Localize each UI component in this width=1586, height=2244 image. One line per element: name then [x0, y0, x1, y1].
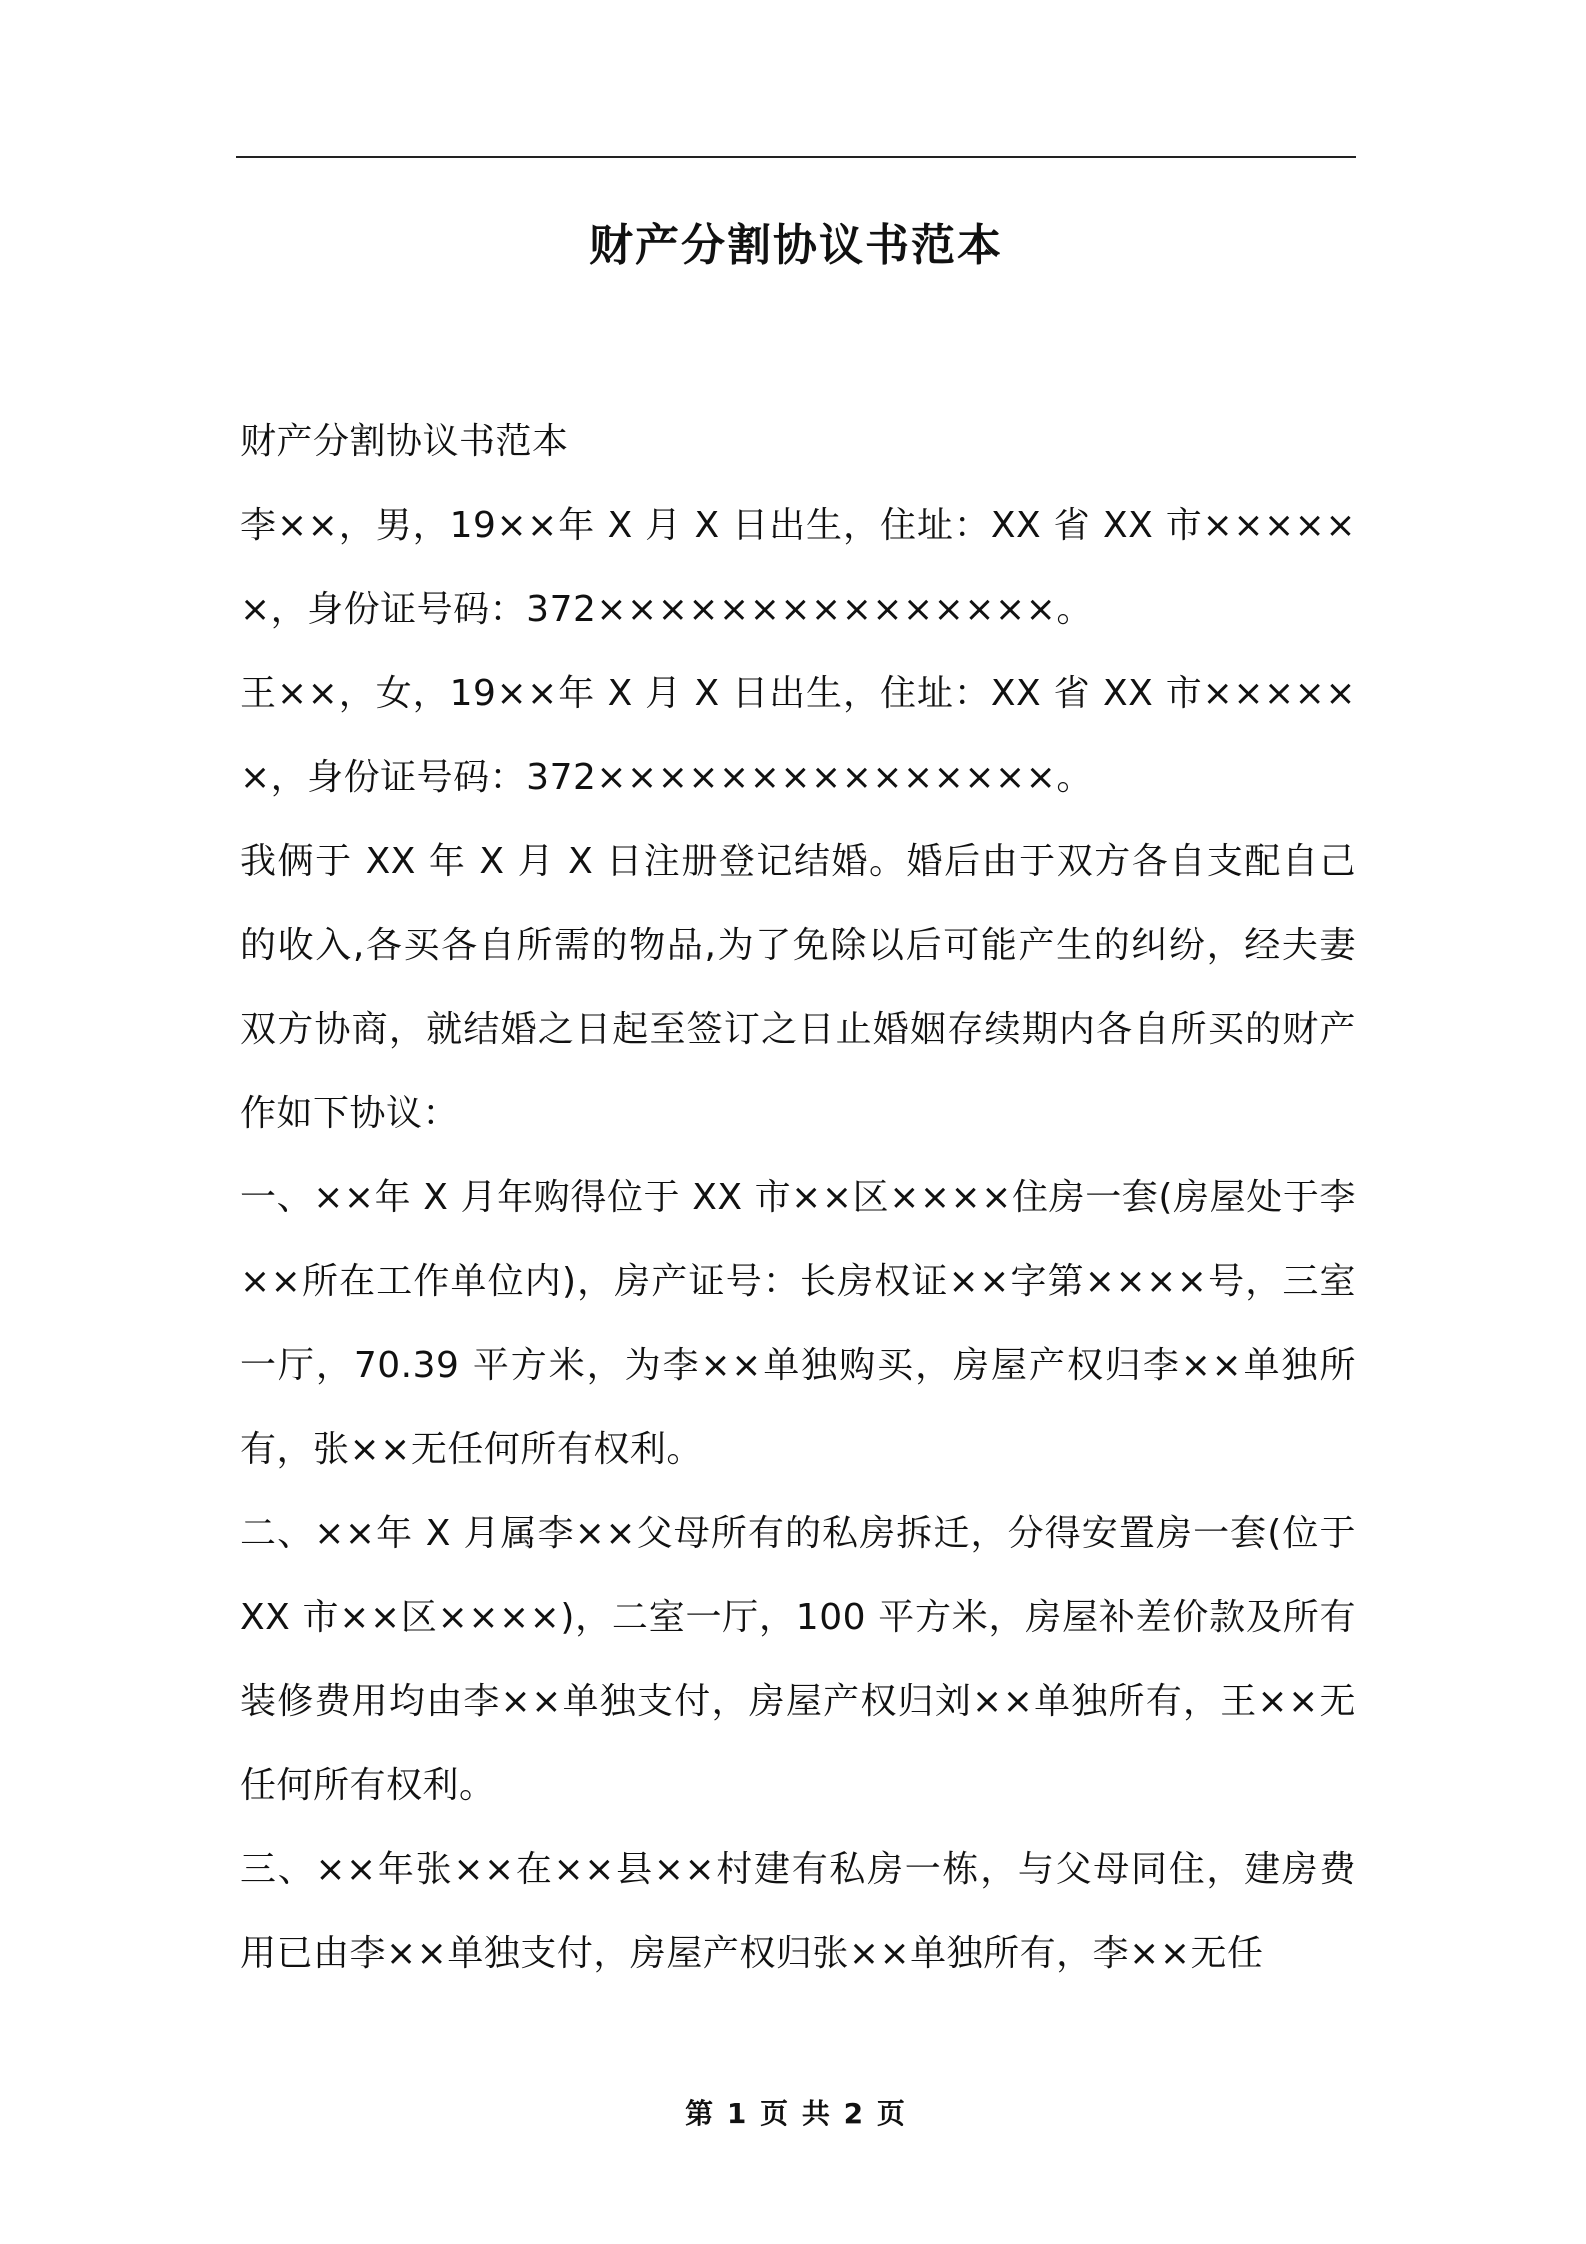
page-footer: 第 1 页 共 2 页 — [685, 2097, 907, 2130]
paragraph-clause-2: 二、××年 X 月属李××父母所有的私房拆迁，分得安置房一套(位于 XX 市××区××××)，二室一厅，100 平方米，房屋补差价款及所有装修费用均由李××单独支付，房屋产权归刘××单独所有，王××无任何所有权利。 — [240, 1513, 1356, 1806]
document-body — [240, 400, 1356, 1996]
paragraph-clause-1: 一、××年 X 月年购得位于 XX 市××区××××住房一套(房屋处于李××所在工作单位内)，房产证号：长房权证××字第××××号，三室一厅，70.39 平方米，为李××单独购买，房屋产权归李××单独所有，张××无任何所有权利。 — [240, 1177, 1356, 1470]
paragraph-party-b: 王××，女，19××年 X 月 X 日出生，住址：XX 省 XX 市××××××，身份证号码：372×××××××××××××××。 — [240, 673, 1356, 798]
document-title: 财产分割协议书范本 — [589, 220, 1003, 271]
paragraph-clause-3: 三、××年张××在××县××村建有私房一栋，与父母同住，建房费用已由李××单独支付，房屋产权归张××单独所有，李××无任 — [240, 1849, 1356, 1974]
header-rule — [236, 156, 1356, 158]
paragraph-preamble: 我俩于 XX 年 X 月 X 日注册登记结婚。婚后由于双方各自支配自己的收入,各买各自所需的物品,为了免除以后可能产生的纠纷，经夫妻双方协商，就结婚之日起至签订之日止婚姻存续期内各自所买的财产作如下协议： — [240, 841, 1356, 1134]
paragraph-party-a: 李××，男，19××年 X 月 X 日出生，住址：XX 省 XX 市××××××，身份证号码：372×××××××××××××××。 — [240, 505, 1356, 630]
paragraph-subtitle: 财产分割协议书范本 — [240, 421, 569, 462]
